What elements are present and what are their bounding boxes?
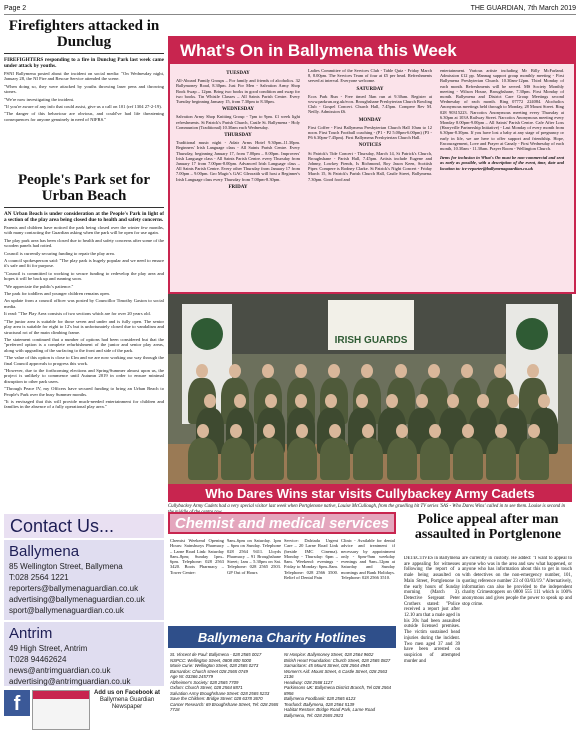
cadet-figure: [387, 438, 417, 480]
hotline-item: Cancer Research: 69 Broughshane Street, Tel: 028 2565 7718: [170, 701, 279, 712]
paragraph: It read: "The Play Area consists of two sections which are for over 20 years old.: [4, 311, 151, 317]
paragraph: "When doing so, they were attacked by youths throwing laser pens and throwing stones.: [4, 83, 164, 95]
paragraph: "If you're aware of any info that could assist, give us a call on 101 (ref 1304 27-2-19).: [4, 104, 162, 110]
chemist-column-2: 9am–6pm on Saturday. 1pm – 6pm on Sunday. Telephone 028 2564 9411. Lloyds Pharmacy – 91 Broughshane Street; 1am – 5.30pm on Sat. Telephone: 028 2565 2503. GP Out of Hours: [227, 538, 281, 575]
cadet-head: [477, 394, 489, 408]
cadet-head: [204, 394, 216, 408]
cadet-group: [168, 294, 572, 484]
listing-text: Ecos Park Run - Free timed 5km run at 9.30am. Register at www.parkrun.org.uk/ecos. Broughshane Presbyterian Church Bowling Club - Gospel Concert. Church Hall, 7.45pm. Compere Rev M. Neilly. Admission £6.: [308, 93, 432, 115]
day-heading: THURSDAY: [224, 133, 252, 139]
listing-text: St Patrick's Tide Concert - Thursday, March 14, St Patrick's Church, Broughshane - Parish Hall, 7.45pm. Artists include Eugene and Johnny, Lowkey Fiends, Is Richmond, Roy Jason Keen, Scottish Piper. Compere is Rodney Clarke. St Patrick's Night Concert - Friday March 15, St Patrick's Parish Church Hall, Castle Street, Ballymena. 7.30pm. Good food and: [308, 150, 432, 182]
contact-antrim: [4, 622, 164, 686]
facebook-page-name[interactable]: Ballymena Guardian Newspaper: [99, 697, 155, 710]
hotline-item: Women's Aid: Mount Street, 6 Castle Street, 028 2563 2136: [284, 668, 388, 679]
paragraph: Parents and children have noticed the park being closed over the winter few months, with many contacting the Guardian asking when the park will be open for use again.: [4, 225, 164, 236]
day-heading: NOTICES: [358, 143, 382, 149]
address: 85 Wellington Street, Ballymena: [9, 562, 123, 571]
cadet-head: [396, 424, 408, 438]
firefighters-lead: FIREFIGHTERS responding to a fire in Dunclug Park last week came under attack by youths.: [4, 57, 164, 69]
cadet-head: [295, 394, 307, 408]
email-link[interactable]: advertising@ballymenaguardian.co.uk: [9, 595, 145, 604]
cadet-figure: [486, 438, 516, 480]
email-link[interactable]: news@antrimguardian.co.uk: [9, 666, 111, 675]
charity-column-1: [170, 652, 280, 732]
cadets-photo: [168, 294, 572, 484]
day-heading: TUESDAY: [226, 71, 250, 76]
paragraph: "We appreciate the public's patience.": [4, 283, 74, 289]
phone: T:028 94462624: [9, 655, 67, 664]
contact-title: Contact Us...: [4, 514, 164, 538]
cadet-figure: [320, 438, 350, 480]
phone: T:028 2564 1221: [9, 573, 69, 582]
cadet-head: [328, 364, 340, 378]
email-link[interactable]: reporters@ballymenaguardian.co.uk: [9, 584, 139, 593]
email-link[interactable]: advertising@antrimguardian.co.uk: [9, 677, 131, 686]
paper-date: THE GUARDIAN, 7th March 2019: [470, 4, 576, 12]
paragraph: "The danger of this behaviour are obvious, and could've had life threatening consequences for anyone genuinely in need of NIFRS.": [4, 111, 164, 122]
cadet-head: [538, 394, 550, 408]
cadet-head: [429, 424, 441, 438]
hotline-item: NSPCC: Wellington Street, 0808 800 5000: [170, 657, 252, 663]
cadet-head: [528, 424, 540, 438]
cadet-head: [386, 394, 398, 408]
hotline-item: Save the Children: Bridge Street: 028 6378 3670: [170, 696, 263, 701]
divider: [4, 53, 164, 54]
paragraph: "We're now investigating the incident.: [4, 96, 75, 102]
hotline-item: Habitat Restore: Bridge Road Park, Larne Road Ballymena, Tel: 028 2565 2923: [284, 707, 376, 718]
police-column-2: are currently in custody. He added: "I want to appeal to anyone who was in the area and saw what happened, or anyone who has information about this to get in touch with detectives on the non-emergency number, 101, quoting reference number 23 of 03/03/19." Alternatively, information can also be provided to the independent charity Crimestoppers on 0800 555 111 which is 100% anonymous and gives people the power to speak up and stop crime.: [462, 556, 572, 607]
paragraph: "However, due to the forthcoming elections and Spring/Summer almost upon us, the project is unlikely to commence until Autumn 2019 in order to ensure minimal disruption to other park users.: [4, 367, 164, 384]
listing-text: First Coffee - First Ballymena Presbyterian Church Hall 10am to 12 noon. First Touch Football coaching - (P1 - P2 5.00pm-6.00pm) (P3 - P6 6.30pm-7.45pm). First Ballymena Presbyterian Church Hall.: [308, 124, 432, 141]
cadet-head: [447, 394, 459, 408]
day-heading: WEDNESDAY: [221, 107, 255, 113]
cadet-head: [428, 364, 440, 378]
hotline-item: British Heart Foundation: Church Street, 028 2565 0827: [284, 657, 391, 663]
town-name: Antrim: [9, 625, 53, 642]
listing-text: Traditional music night - Adair Arms Hotel 9.30pm–11.30pm. Beginners' Irish Language class - All Saints Parish Centre. Every Thursday, beginning January 17, from 7.00pm – 8.00pm. Improvers' Irish Language class - All Saints Parish Centre. every Thursday from January 17 from 7.00pm-8.00pm. Advanced Irish Language class – All Saints Parish Centre. Every other Thursday from January 17 from 7.00pm – 9.00pm. Gro Magic's GAC Gleoraith will host a Beginner's Irish Language class every Thursday from 7.00pm-8.30pm.: [176, 140, 300, 182]
cadet-head: [265, 394, 277, 408]
hotline-item: Salvation Army Broughshane Street: 028 2565 5233: [170, 690, 270, 696]
cadet-head: [229, 364, 241, 378]
facebook-promo: [92, 690, 162, 711]
cadet-figure: [188, 438, 218, 480]
whats-on-column-1: [176, 68, 300, 286]
thumbnail-masthead: [33, 691, 89, 699]
paragraph: The play park area has been closed due to health and safety concerns after some of the wooden panels had rotted.: [4, 237, 164, 249]
firefighters-story: [4, 18, 164, 183]
cadet-head: [527, 364, 539, 378]
police-headline: Police appeal after man assaulted in Portglenone: [414, 512, 562, 542]
divider: [4, 207, 164, 208]
email-link[interactable]: sport@ballymenaguardian.co.uk: [9, 606, 124, 615]
cadet-figure: [519, 438, 549, 480]
firefighters-body: [4, 57, 164, 183]
day-heading: FRIDAY: [228, 184, 248, 190]
paragraph: PSNI Ballymena posted about the incident on social media: "On Wednesday night, January 28, the NI Fire and Rescue Service attended the scene.: [4, 71, 164, 82]
cadet-figure: [453, 438, 483, 480]
cadet-figure: [221, 438, 251, 480]
hotline-item: Headway: 028 2568 1127: [284, 679, 333, 685]
charity-column-2: [284, 652, 394, 732]
cadet-head: [197, 424, 209, 438]
paragraph: Council is currently securing funding to repair the play area.: [4, 250, 115, 256]
cadet-head: [230, 424, 242, 438]
hotline-item: Tearfund: Ballymena, 028 2564 5139: [284, 701, 355, 707]
page-number: Page 2: [4, 4, 27, 12]
chemist-column-4: Clinic - Available for dental advice and treatment if necessary by appointment only - 6pm-9am weekday evenings and 9am–12pm at Saturday and Sunday mornings and Bank Holidays. Telephone: 028 2566 3510.: [341, 538, 395, 581]
cadet-figure: [287, 438, 317, 480]
photo-headline: Who Dares Wins star visits Cullybackey Army Cadets: [168, 484, 572, 502]
paragraph: "The junior area is suitable for those seven and under and is fully open. The senior play area is suitable for eight to 12's but is unfortunately closed due to vandalism and structural rot of the main climbing frame.: [4, 318, 164, 335]
hotline-item: NI Hospice: Ballymoney Street, 028 2564 9602: [284, 652, 374, 657]
hotline-item: St. Vincent de Paul: Ballymena - 028 2565 0017: [170, 652, 262, 657]
cadet-head: [361, 364, 373, 378]
paragraph: The park for toddlers and younger children remains open.: [4, 291, 111, 297]
police-column-1: DETECTIVES in Ballymena are appealing for witnesses following the report of a male being assaulted on Main Street, Portglenone in the early hours of Sunday morning (March 3). Detective Sergeant Peter Crothers stated: "Police received a report just after 12.10 am that a male aged in his 20s had been assaulted outside licensed premises. The victim sustained head injuries during the incident. Two men aged 37 and 39 have been arrested on suspicion of attempted murder and: [404, 556, 460, 664]
whats-on-title: What's On in Ballymena this Week: [170, 38, 574, 64]
hotline-item: Age NI: 03366 245779: [170, 674, 214, 679]
peoples-park-story: [4, 172, 164, 511]
cadet-head: [507, 394, 519, 408]
submission-note: Items for inclusion in What's On must be non-commercial and sent as early as possible, with a description of the event, time, date and location to: ice-reporter@ballymenaguardian.co.uk: [440, 155, 564, 171]
paragraph: "The value of this option is close to £1m and we are now working our way through the final Council approvals to progress this work.: [4, 355, 164, 366]
cadet-head: [356, 394, 368, 408]
listing-text: Ladies Committee of the Services Club - Table Quiz - Friday March 8, 8.00pm. The Services Team of four at £5 per head. Refreshments served at interval. Everyone welcome.: [308, 68, 432, 84]
facebook-icon[interactable]: f: [4, 690, 30, 716]
hotline-item: Oxfam: Church Street, 028 2564 8871: [170, 685, 243, 690]
whats-on-column-3: [440, 68, 564, 286]
chemist-column-1: Chemist Weekend Opening Hours: Sainsburys Pharmacy – Larne Road Link: Saturday 8am–8pm; Sunday 1pm–6pm. Telephone: 028 2563 3420. Boots Pharmacy – Tower Centre:: [170, 538, 224, 575]
hotline-item: Parkinsons UK: Ballymena District Branch, Tel 028 2564 8956: [284, 685, 392, 696]
listing-text: All-Aboard Family Groups – For family and friends of alcoholics. 32 Ballymoney Road, 8.30pm. Just For Men - Salvation Army Shop Book Swap – 12pm. Bring two books in good condition and swap for two books. Tin Whistle Classes – All Saints Parish Centre. Every Tuesday beginning January 15, from 7.30pm to 8.30pm.: [176, 78, 300, 105]
contact-ballymena: [4, 540, 164, 620]
cadet-figure: [254, 438, 284, 480]
hotline-item: Barnardos: Church street 028 2565 0749: [170, 668, 248, 674]
banner: IRISH GUARDS: [328, 300, 414, 350]
peoples-park-body: [4, 211, 164, 511]
cadet-head: [461, 364, 473, 378]
cadet-figure: [420, 438, 450, 480]
whats-on-column-2: [308, 68, 432, 286]
town-name: Ballymena: [9, 543, 80, 560]
facebook-note: Add us on Facebook at: [93, 690, 160, 696]
hotline-item: Ballymena Foodbank: 028 2565 6123: [284, 696, 356, 701]
day-heading: SATURDAY: [356, 86, 384, 92]
paragraph: An update from a council officer was posted by Councillor Timothy Gaston to social media.: [4, 298, 164, 309]
police-story: [402, 512, 574, 542]
hotline-item: Alzheimer's Society: 028 2565 7709: [170, 679, 239, 685]
chemist-title: Chemist and medical services: [168, 512, 396, 534]
chemist-column-3: Service: Dalriada Urgent Care – 20 Larne Road Link (beside IMC Cinema). Monday - Thursday: 6pm – 8am. Weekend: evenings - Friday to Monday: 6pm–8am. Telephone: 028 2566 3500. Relief of Dental Pain: [284, 538, 338, 581]
paragraph: "It is envisaged that this will provide much-needed entertainment for children and families in the absence of a fully operational play area.": [4, 398, 164, 410]
paragraph: A council spokesperson said: "The play park is hugely popular and we need to ensure it's safe and fit for purpose.: [4, 258, 164, 269]
cadet-head: [295, 364, 307, 378]
peoples-park-lead: AN Urban Beach is under consideration at the People's Park in light of a section of the play area being closed due to health and safety concerns.: [4, 211, 164, 223]
paragraph: "Through Peace IV, my Officers have secured funding to bring an Urban Beach to People's Park over the busy Summer months.: [4, 386, 164, 397]
newspaper-thumbnail: [32, 690, 90, 730]
whats-on-panel: [168, 36, 576, 294]
cadet-head: [196, 364, 208, 378]
page-header: [4, 2, 576, 15]
hotline-item: Samaritans: 45 Mount Street, 028 2564 4945: [284, 663, 370, 668]
photo-caption: Cullybackey Army Cadets had a very special visitor last week when Portglenone native, Louise McCullough, from the gruelling hit TV series 'SAS - Who Dares Wins' called in to see them. Louise is second in: [168, 504, 566, 509]
day-heading: MONDAY: [358, 117, 382, 123]
cadet-head: [494, 364, 506, 378]
address: 49 High Street, Antrim: [9, 644, 88, 653]
peoples-park-headline: People's Park set for Urban Beach: [17, 172, 151, 204]
paragraph: "Council is committed to working to secure funding to redevelop the play area and hopes it will be back up and running soon.: [4, 270, 164, 282]
charity-title: Ballymena Charity Hotlines: [168, 626, 396, 648]
firefighters-headline: Firefighters attacked in Dunclug: [8, 18, 160, 50]
hotline-item: Marie Curie: Wellington Street, 028 2565 0273: [170, 663, 259, 668]
listing-text: Salvation Army Shop Knitting Group - 7pm to 9pm. £1 week light refreshments. St Patrick's Parish Church, Castle St. Ballymena - Holy Communion (Traditional) 10.30am each Wednesday.: [176, 114, 300, 130]
listing-text: entertainment. Various artiste including Mr Billy McFarland. Admission £12 pp. Mannag support group monthly meeting - First Ballymena Presbyterian Church. 10.30am-12pm. Third Monday of each month. Refreshments will be served. MS Society Monthly meeting - Wilson House, Broughshane, 7.30pm. First Monday of month. Ballymena and District Care Group Meetings second Wednesday of each month. Ring 07772 224084. Alcoholics Anonymous meetings held through to Monday, 28 Mount Street. Ring 028 90315223. Narcotics Anonymous meeting every Thursday at 6.30pm at 103A Railway Street. Narcotics Anonymous meeting every Monday 8.00pm-9.00pm – All Saints' Parish Centre. Cafe After Loss (Harryville Partnership Initiative) - Last Monday of every month from 6.30pm-8.30pm. If you have lost a baby at any stage of pregnancy or early in life, we are here to offer support and friendship. Hope, Encouragement, Love and Prayer at Canaly - First Wednesday of each month, 10.30am - 11.30am. Prayer Room - Wellington Church.: [440, 68, 564, 152]
cadet-figure: [353, 438, 383, 480]
cadet-head: [462, 424, 474, 438]
cadet-head: [495, 424, 507, 438]
paragraph: The statement continued that a number of options had been considered but that the "preferred option is a complete refurbishment of the junior and senior play areas, along with upgrading of the surfacing to the front and side of the park.: [4, 336, 164, 353]
cadet-head: [262, 364, 274, 378]
cadet-head: [395, 364, 407, 378]
